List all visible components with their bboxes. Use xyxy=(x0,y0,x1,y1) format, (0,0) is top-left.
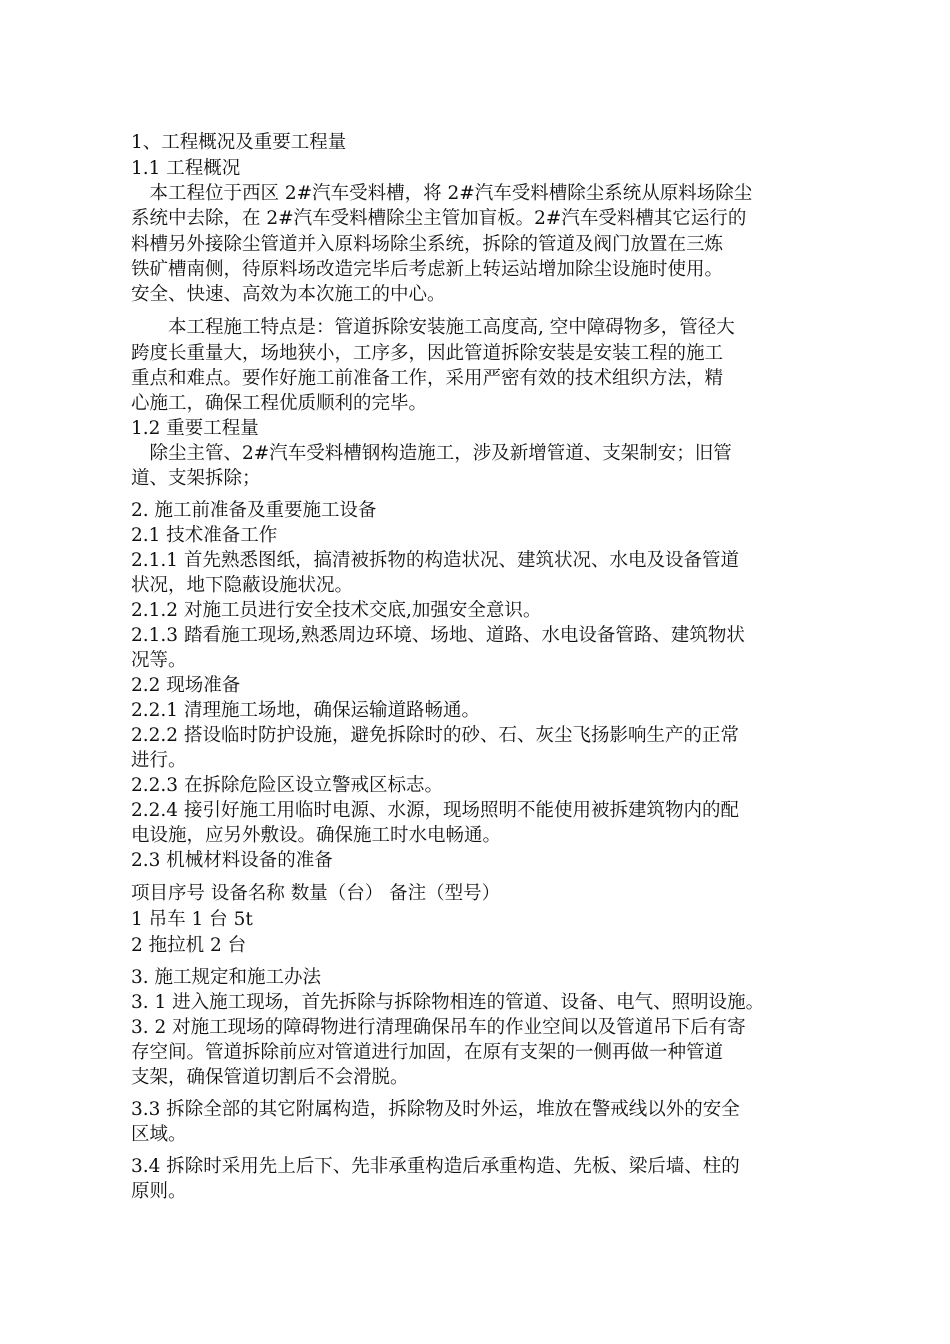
paragraph-line: 电设施，应另外敷设。确保施工时水电畅通。 xyxy=(131,825,502,846)
subsection-heading: 1.2 重要工程量 xyxy=(131,418,259,439)
section-heading: 3. 施工规定和施工办法 xyxy=(131,967,322,988)
paragraph-line: 铁矿槽南侧，待原料场改造完毕后考虑新上转运站增加除尘设施时使用。 xyxy=(131,259,724,280)
paragraph-line: 支架，确保管道切割后不会滑脱。 xyxy=(131,1067,409,1088)
paragraph-line: 跨度长重量大，场地狭小，工序多，因此管道拆除安装是安装工程的施工 xyxy=(131,343,724,364)
paragraph-line: 区域。 xyxy=(131,1124,187,1145)
paragraph-line: 料槽另外接除尘管道并入原料场除尘系统，拆除的管道及阀门放置在三炼 xyxy=(131,234,724,255)
equipment-table-header: 项目序号 设备名称 数量（台） 备注（型号） xyxy=(131,883,501,904)
paragraph-line: 系统中去除，在 2#汽车受料槽除尘主管加盲板。2#汽车受料槽其它运行的 xyxy=(131,208,747,229)
paragraph-line: 安全、快速、高效为本次施工的中心。 xyxy=(131,284,446,305)
paragraph-line: 2.2.1 清理施工场地，确保运输道路畅通。 xyxy=(131,700,480,721)
subsection-heading: 2.1 技术准备工作 xyxy=(131,525,278,546)
paragraph-line: 2.2.2 搭设临时防护设施，避免拆除时的砂、石、灰尘飞扬影响生产的正常 xyxy=(131,725,739,746)
paragraph-line: 2.1.3 踏看施工现场,熟悉周边环境、场地、道路、水电设备管路、建筑物状 xyxy=(131,625,745,646)
paragraph-line: 本工程施工特点是：管道拆除安装施工高度高, 空中障碍物多，管径大 xyxy=(131,317,735,338)
paragraph-line: 3.3 拆除全部的其它附属构造，拆除物及时外运，堆放在警戒线以外的安全 xyxy=(131,1099,740,1120)
paragraph-line: 3. 1 进入施工现场，首先拆除与拆除物相连的管道、设备、电气、照明设施。 xyxy=(131,992,765,1013)
paragraph-line: 心施工，确保工程优质顺利的完毕。 xyxy=(131,393,428,414)
section-heading: 1、工程概况及重要工程量 xyxy=(131,132,347,153)
equipment-row: 2 拖拉机 2 台 xyxy=(131,935,247,956)
paragraph-line: 道、支架拆除； xyxy=(131,468,261,489)
paragraph-line: 原则。 xyxy=(131,1181,187,1202)
paragraph-line: 本工程位于西区 2#汽车受料槽，将 2#汽车受料槽除尘系统从原料场除尘 xyxy=(131,183,753,204)
subsection-heading: 2.2 现场准备 xyxy=(131,675,241,696)
paragraph-line: 状况，地下隐蔽设施状况。 xyxy=(131,575,354,596)
subsection-heading: 1.1 工程概况 xyxy=(131,158,241,179)
paragraph-line: 3. 2 对施工现场的障碍物进行清理确保吊车的作业空间以及管道吊下后有寄 xyxy=(131,1017,746,1038)
paragraph-line: 2.1.1 首先熟悉图纸，搞清被拆物的构造状况、建筑状况、水电及设备管道 xyxy=(131,550,739,571)
paragraph-line: 存空间。管道拆除前应对管道进行加固，在原有支架的一侧再做一种管道 xyxy=(131,1042,724,1063)
paragraph-line: 2.1.2 对施工员进行安全技术交底,加强安全意识。 xyxy=(131,600,542,621)
paragraph-line: 况等。 xyxy=(131,650,187,671)
subsection-heading: 2.3 机械材料设备的准备 xyxy=(131,850,333,871)
paragraph-line: 重点和难点。要作好施工前准备工作，采用严密有效的技术组织方法，精 xyxy=(131,368,724,389)
equipment-row: 1 吊车 1 台 5t xyxy=(131,909,253,930)
paragraph-line: 2.2.3 在拆除危险区设立警戒区标志。 xyxy=(131,775,443,796)
paragraph-line: 除尘主管、2#汽车受料槽钢构造施工，涉及新增管道、支架制安；旧管 xyxy=(131,443,732,464)
section-heading: 2. 施工前准备及重要施工设备 xyxy=(131,500,377,521)
paragraph-line: 进行。 xyxy=(131,750,187,771)
paragraph-line: 3.4 拆除时采用先上后下、先非承重构造后承重构造、先板、梁后墙、柱的 xyxy=(131,1156,740,1177)
paragraph-line: 2.2.4 接引好施工用临时电源、水源，现场照明不能使用被拆建筑物内的配 xyxy=(131,800,739,821)
